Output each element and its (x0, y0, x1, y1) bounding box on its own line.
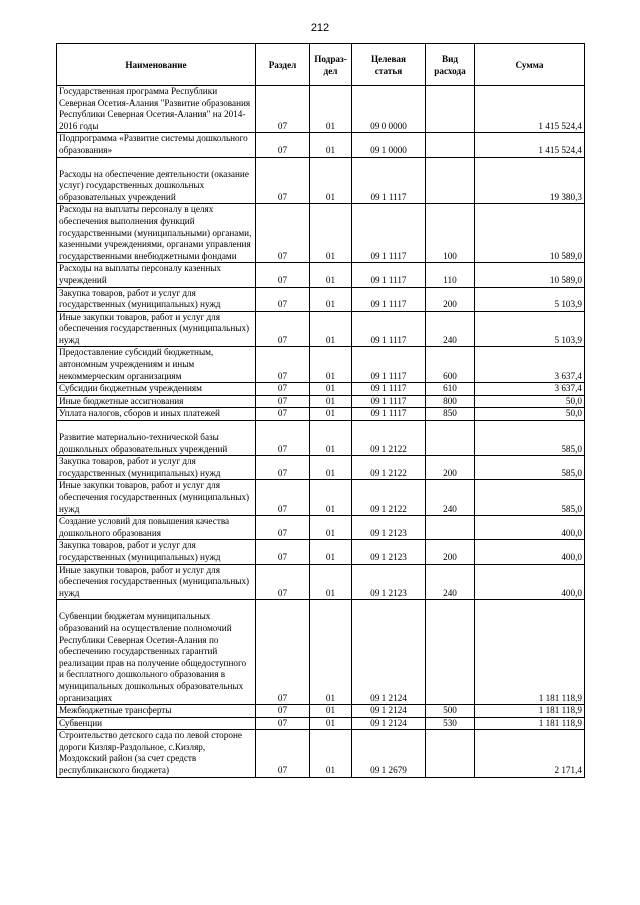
row-section-cell (256, 395, 310, 408)
row-subsection-cell (310, 157, 352, 204)
row-subsection-text: 01 (325, 467, 336, 478)
row-target-article-cell (352, 717, 426, 730)
row-subsection-cell (310, 705, 352, 718)
table-row (57, 516, 585, 540)
row-name-text: Строительство детского сада по левой стороне дороги Кизляр-Раздольное, с.Кизляр, Моздокский район (за счет средств республиканского бюджета) (59, 730, 242, 776)
row-sum-cell (475, 421, 585, 456)
row-target-article-text: 09 1 1117 (370, 334, 407, 345)
row-target-article-cell (352, 347, 426, 383)
row-name-text: Создание условий для повышения качества дошкольного образования (59, 516, 230, 538)
row-sum-text: 1 415 524,4 (538, 144, 582, 155)
row-expense-type-text: 600 (443, 370, 457, 381)
row-sum-text: 10 589,0 (549, 250, 582, 261)
row-sum-text: 400,0 (561, 527, 582, 538)
row-sum-cell (475, 564, 585, 600)
row-target-article-text: 09 1 2124 (370, 717, 407, 728)
row-section-cell (256, 564, 310, 600)
row-sum-text: 1 181 118,9 (538, 692, 582, 703)
row-subsection-cell (310, 287, 352, 311)
row-subsection-text: 01 (325, 443, 336, 454)
row-sum-text: 2 171,4 (554, 765, 582, 776)
table-row (57, 347, 585, 383)
row-name-cell (57, 311, 256, 347)
row-target-article-cell (352, 516, 426, 540)
row-target-article-cell (352, 540, 426, 564)
row-sum-text: 400,0 (561, 587, 582, 598)
row-name-cell (57, 133, 256, 157)
row-sum-cell (475, 383, 585, 396)
row-section-cell (256, 408, 310, 421)
row-sum-cell (475, 516, 585, 540)
row-section-text: 07 (277, 274, 288, 285)
row-name-text: Закупка товаров, работ и услуг для государственных (муниципальных) нужд (59, 287, 221, 310)
row-subsection-text: 01 (325, 370, 336, 381)
row-section-text: 07 (277, 334, 288, 345)
table-row (57, 730, 585, 777)
row-expense-type-cell (426, 395, 475, 408)
row-expense-type-text: 240 (443, 503, 457, 514)
row-section-text: 07 (277, 705, 288, 716)
row-section-cell (256, 86, 310, 133)
row-sum-cell (475, 717, 585, 730)
row-subsection-text: 01 (325, 551, 336, 562)
row-subsection-cell (310, 383, 352, 396)
row-name-text: Уплата налогов, сборов и иных платежей (59, 408, 220, 419)
row-subsection-text: 01 (325, 705, 336, 716)
row-section-text: 07 (277, 467, 288, 478)
row-name-cell (57, 263, 256, 287)
row-target-article-cell (352, 480, 426, 516)
row-name-cell (57, 600, 256, 705)
row-target-article-text: 09 1 1117 (370, 383, 407, 394)
row-target-article-cell (352, 383, 426, 396)
row-sum-cell (475, 480, 585, 516)
row-target-article-cell (352, 564, 426, 600)
row-target-article-text: 09 1 1117 (370, 250, 407, 261)
row-target-article-text: 09 1 2122 (370, 503, 407, 514)
row-sum-cell (475, 730, 585, 777)
row-name-cell (57, 480, 256, 516)
row-section-cell (256, 480, 310, 516)
row-target-article-cell (352, 730, 426, 777)
row-subsection-text: 01 (325, 383, 336, 394)
row-expense-type-cell (426, 730, 475, 777)
row-sum-text: 585,0 (561, 443, 582, 454)
header-section: Раздел (256, 44, 310, 86)
row-section-cell (256, 730, 310, 777)
row-subsection-text: 01 (325, 717, 336, 728)
row-name-cell (57, 730, 256, 777)
row-name-cell (57, 456, 256, 480)
row-sum-text: 585,0 (561, 503, 582, 514)
row-expense-type-text: 200 (443, 551, 457, 562)
row-target-article-text: 09 1 2679 (370, 765, 407, 776)
row-target-article-cell (352, 456, 426, 480)
row-expense-type-cell (426, 157, 475, 204)
row-section-cell (256, 133, 310, 157)
row-sum-text: 3 637,4 (554, 383, 582, 394)
row-name-cell (57, 516, 256, 540)
row-section-cell (256, 287, 310, 311)
row-name-cell (57, 347, 256, 383)
row-name-cell (57, 717, 256, 730)
row-expense-type-text: 500 (443, 705, 457, 716)
row-section-text: 07 (277, 503, 288, 514)
row-target-article-cell (352, 395, 426, 408)
row-expense-type-cell (426, 456, 475, 480)
row-section-cell (256, 204, 310, 263)
row-sum-cell (475, 133, 585, 157)
row-name-text: Иные бюджетные ассигнования (59, 395, 184, 406)
row-sum-cell (475, 705, 585, 718)
row-subsection-cell (310, 347, 352, 383)
row-subsection-cell (310, 516, 352, 540)
page-number: 212 (310, 22, 330, 34)
table-row (57, 564, 585, 600)
row-target-article-cell (352, 705, 426, 718)
row-name-cell (57, 540, 256, 564)
row-expense-type-text: 110 (443, 274, 457, 285)
row-section-text: 07 (277, 551, 288, 562)
row-section-cell (256, 705, 310, 718)
row-sum-text: 1 181 118,9 (538, 705, 582, 716)
row-expense-type-cell (426, 347, 475, 383)
row-sum-text: 50,0 (565, 395, 582, 406)
row-sum-text: 50,0 (565, 408, 582, 419)
row-name-text: Расходы на выплаты персоналу в целях обеспечения выполнения функций государственными (муниципальными) органами, казенными учреждениями, органами управления государственными внебюджетными фондами (59, 204, 252, 261)
row-target-article-text: 09 1 1117 (370, 370, 407, 381)
row-subsection-text: 01 (325, 503, 336, 514)
row-subsection-text: 01 (325, 408, 336, 419)
row-expense-type-cell (426, 705, 475, 718)
row-section-cell (256, 540, 310, 564)
row-subsection-text: 01 (325, 274, 336, 285)
table-row (57, 86, 585, 133)
row-subsection-cell (310, 133, 352, 157)
row-expense-type-text: 530 (443, 717, 457, 728)
row-name-text: Субсидии бюджетным учреждениям (59, 383, 202, 394)
header-target-article: Целевая статья (352, 44, 426, 86)
row-name-text: Государственная программа Республики Северная Осетия-Алания "Развитие образования Республики Северная Осетия-Алания" на 2014-2016 годы (59, 86, 251, 131)
row-subsection-text: 01 (325, 299, 336, 310)
row-target-article-cell (352, 133, 426, 157)
row-name-text: Иные закупки товаров, работ и услуг для обеспечения государственных (муниципальных) нужд (59, 564, 250, 598)
row-sum-cell (475, 600, 585, 705)
row-target-article-cell (352, 157, 426, 204)
row-subsection-cell (310, 408, 352, 421)
row-name-cell (57, 157, 256, 204)
row-target-article-cell (352, 287, 426, 311)
row-sum-cell (475, 86, 585, 133)
row-target-article-text: 09 1 2122 (370, 443, 407, 454)
row-sum-text: 1 415 524,4 (538, 120, 582, 131)
row-target-article-text: 09 1 2124 (370, 692, 407, 703)
row-expense-type-cell (426, 263, 475, 287)
row-sum-cell (475, 287, 585, 311)
header-subsection: Подраз- дел (310, 44, 352, 86)
row-target-article-cell (352, 86, 426, 133)
header-sum: Сумма (475, 44, 585, 86)
row-section-text: 07 (277, 443, 288, 454)
budget-table (56, 43, 585, 778)
row-section-cell (256, 347, 310, 383)
table-row (57, 600, 585, 705)
table-row (57, 287, 585, 311)
row-expense-type-cell (426, 287, 475, 311)
table-row (57, 383, 585, 396)
row-expense-type-cell (426, 311, 475, 347)
row-subsection-cell (310, 456, 352, 480)
row-subsection-text: 01 (325, 334, 336, 345)
row-sum-cell (475, 347, 585, 383)
row-sum-text: 585,0 (561, 467, 582, 478)
row-expense-type-cell (426, 383, 475, 396)
row-expense-type-cell (426, 516, 475, 540)
row-subsection-text: 01 (325, 120, 336, 131)
table-header-row (57, 44, 585, 86)
row-subsection-text: 01 (325, 765, 336, 776)
row-subsection-cell (310, 540, 352, 564)
row-target-article-cell (352, 263, 426, 287)
row-name-cell (57, 287, 256, 311)
row-sum-text: 19 380,3 (549, 191, 582, 202)
table-row (57, 480, 585, 516)
row-name-text: Субвенции (59, 717, 103, 728)
row-section-text: 07 (277, 692, 288, 703)
row-target-article-text: 09 1 2123 (370, 587, 407, 598)
row-target-article-text: 09 1 1117 (370, 408, 407, 419)
row-target-article-text: 09 0 0000 (370, 120, 407, 131)
row-target-article-cell (352, 204, 426, 263)
row-subsection-cell (310, 730, 352, 777)
row-name-text: Иные закупки товаров, работ и услуг для обеспечения государственных (муниципальных) нужд (59, 480, 250, 514)
table-row (57, 311, 585, 347)
row-name-text: Расходы на обеспечение деятельности (оказание услуг) государственных дошкольных образовательных учреждений (59, 168, 249, 202)
row-expense-type-cell (426, 204, 475, 263)
row-sum-text: 5 103,9 (554, 334, 582, 345)
row-name-cell (57, 204, 256, 263)
row-target-article-text: 09 1 2122 (370, 467, 407, 478)
row-subsection-cell (310, 395, 352, 408)
row-expense-type-cell (426, 600, 475, 705)
row-expense-type-cell (426, 408, 475, 421)
row-subsection-cell (310, 263, 352, 287)
table-row (57, 204, 585, 263)
row-subsection-cell (310, 311, 352, 347)
row-sum-cell (475, 456, 585, 480)
row-expense-type-text: 200 (443, 467, 457, 478)
row-section-cell (256, 516, 310, 540)
row-section-text: 07 (277, 191, 288, 202)
table-row (57, 717, 585, 730)
row-name-cell (57, 564, 256, 600)
row-name-text: Расходы на выплаты персоналу казенных учреждений (59, 263, 222, 285)
row-target-article-cell (352, 600, 426, 705)
row-section-cell (256, 157, 310, 204)
row-subsection-cell (310, 600, 352, 705)
row-section-text: 07 (277, 144, 288, 155)
row-name-text: Развитие материально-технической базы дошкольных образовательных учреждений (59, 432, 228, 454)
row-section-text: 07 (277, 408, 288, 419)
row-target-article-cell (352, 421, 426, 456)
row-section-cell (256, 421, 310, 456)
table-row (57, 705, 585, 718)
row-expense-type-cell (426, 421, 475, 456)
row-sum-text: 1 181 118,9 (538, 717, 582, 728)
row-expense-type-text: 200 (443, 299, 457, 310)
row-section-cell (256, 263, 310, 287)
row-name-text: Подпрограмма «Развитие системы дошкольного образования» (59, 133, 248, 155)
row-section-text: 07 (277, 527, 288, 538)
header-name: Наименование (57, 44, 256, 86)
row-section-text: 07 (277, 587, 288, 598)
row-subsection-cell (310, 480, 352, 516)
table-row (57, 408, 585, 421)
row-section-cell (256, 383, 310, 396)
row-name-cell (57, 395, 256, 408)
row-expense-type-cell (426, 133, 475, 157)
row-name-text: Закупка товаров, работ и услуг для государственных (муниципальных) нужд (59, 540, 221, 562)
row-expense-type-text: 800 (443, 395, 457, 406)
row-name-text: Иные закупки товаров, работ и услуг для обеспечения государственных (муниципальных) нужд (59, 311, 250, 345)
row-subsection-text: 01 (325, 527, 336, 538)
row-sum-cell (475, 157, 585, 204)
row-sum-cell (475, 408, 585, 421)
table-row (57, 263, 585, 287)
row-target-article-text: 09 1 2123 (370, 551, 407, 562)
row-subsection-cell (310, 421, 352, 456)
row-target-article-text: 09 1 1117 (370, 299, 407, 310)
row-subsection-text: 01 (325, 250, 336, 261)
row-name-text: Закупка товаров, работ и услуг для государственных (муниципальных) нужд (59, 456, 221, 478)
row-name-text: Предоставление субсидий бюджетным, автономным учреждениям и иным некоммерческим организациям (59, 347, 214, 381)
row-name-text: Субвенции бюджетам муниципальных образований на осуществление полномочий Республики Северная Осетия-Алания по обеспечению государственных гарантий реализации прав на получение общедоступного и бесплатного дошкольного образования в муниципальных дошкольных образовательных организациях (59, 611, 247, 703)
table-row (57, 421, 585, 456)
row-name-cell (57, 86, 256, 133)
row-section-cell (256, 600, 310, 705)
row-sum-text: 10 589,0 (549, 274, 582, 285)
row-target-article-text: 09 1 0000 (370, 144, 407, 155)
table-row (57, 157, 585, 204)
row-target-article-cell (352, 408, 426, 421)
row-expense-type-cell (426, 564, 475, 600)
row-sum-cell (475, 311, 585, 347)
row-name-cell (57, 705, 256, 718)
row-section-text: 07 (277, 370, 288, 381)
row-subsection-text: 01 (325, 587, 336, 598)
row-section-cell (256, 717, 310, 730)
row-section-text: 07 (277, 383, 288, 394)
row-expense-type-text: 610 (443, 383, 457, 394)
table-row (57, 456, 585, 480)
table-row (57, 395, 585, 408)
row-subsection-text: 01 (325, 191, 336, 202)
row-subsection-cell (310, 717, 352, 730)
row-sum-cell (475, 263, 585, 287)
row-expense-type-text: 850 (443, 408, 457, 419)
row-target-article-cell (352, 311, 426, 347)
row-subsection-text: 01 (325, 144, 336, 155)
row-expense-type-cell (426, 717, 475, 730)
table-row (57, 133, 585, 157)
row-expense-type-text: 240 (443, 587, 457, 598)
row-target-article-text: 09 1 2123 (370, 527, 407, 538)
row-subsection-cell (310, 86, 352, 133)
row-expense-type-cell (426, 480, 475, 516)
row-sum-text: 3 637,4 (554, 370, 582, 381)
row-expense-type-cell (426, 540, 475, 564)
table-row (57, 540, 585, 564)
row-target-article-text: 09 1 2124 (370, 705, 407, 716)
row-section-cell (256, 311, 310, 347)
header-expense-type: Вид расхода (426, 44, 475, 86)
row-section-text: 07 (277, 395, 288, 406)
row-sum-text: 5 103,9 (554, 299, 582, 310)
row-name-cell (57, 408, 256, 421)
row-subsection-cell (310, 564, 352, 600)
row-expense-type-text: 240 (443, 334, 457, 345)
row-expense-type-cell (426, 86, 475, 133)
row-subsection-text: 01 (325, 395, 336, 406)
row-section-cell (256, 456, 310, 480)
row-section-text: 07 (277, 299, 288, 310)
row-section-text: 07 (277, 717, 288, 728)
row-subsection-text: 01 (325, 692, 336, 703)
row-subsection-cell (310, 204, 352, 263)
row-sum-text: 400,0 (561, 551, 582, 562)
row-expense-type-text: 100 (443, 250, 457, 261)
row-name-text: Межбюджетные трансферты (59, 705, 172, 716)
row-target-article-text: 09 1 1117 (370, 395, 407, 406)
row-section-text: 07 (277, 120, 288, 131)
row-sum-cell (475, 540, 585, 564)
row-section-text: 07 (277, 250, 288, 261)
row-target-article-text: 09 1 1117 (370, 191, 407, 202)
row-section-text: 07 (277, 765, 288, 776)
row-target-article-text: 09 1 1117 (370, 274, 407, 285)
row-name-cell (57, 383, 256, 396)
row-name-cell (57, 421, 256, 456)
row-sum-cell (475, 395, 585, 408)
row-sum-cell (475, 204, 585, 263)
